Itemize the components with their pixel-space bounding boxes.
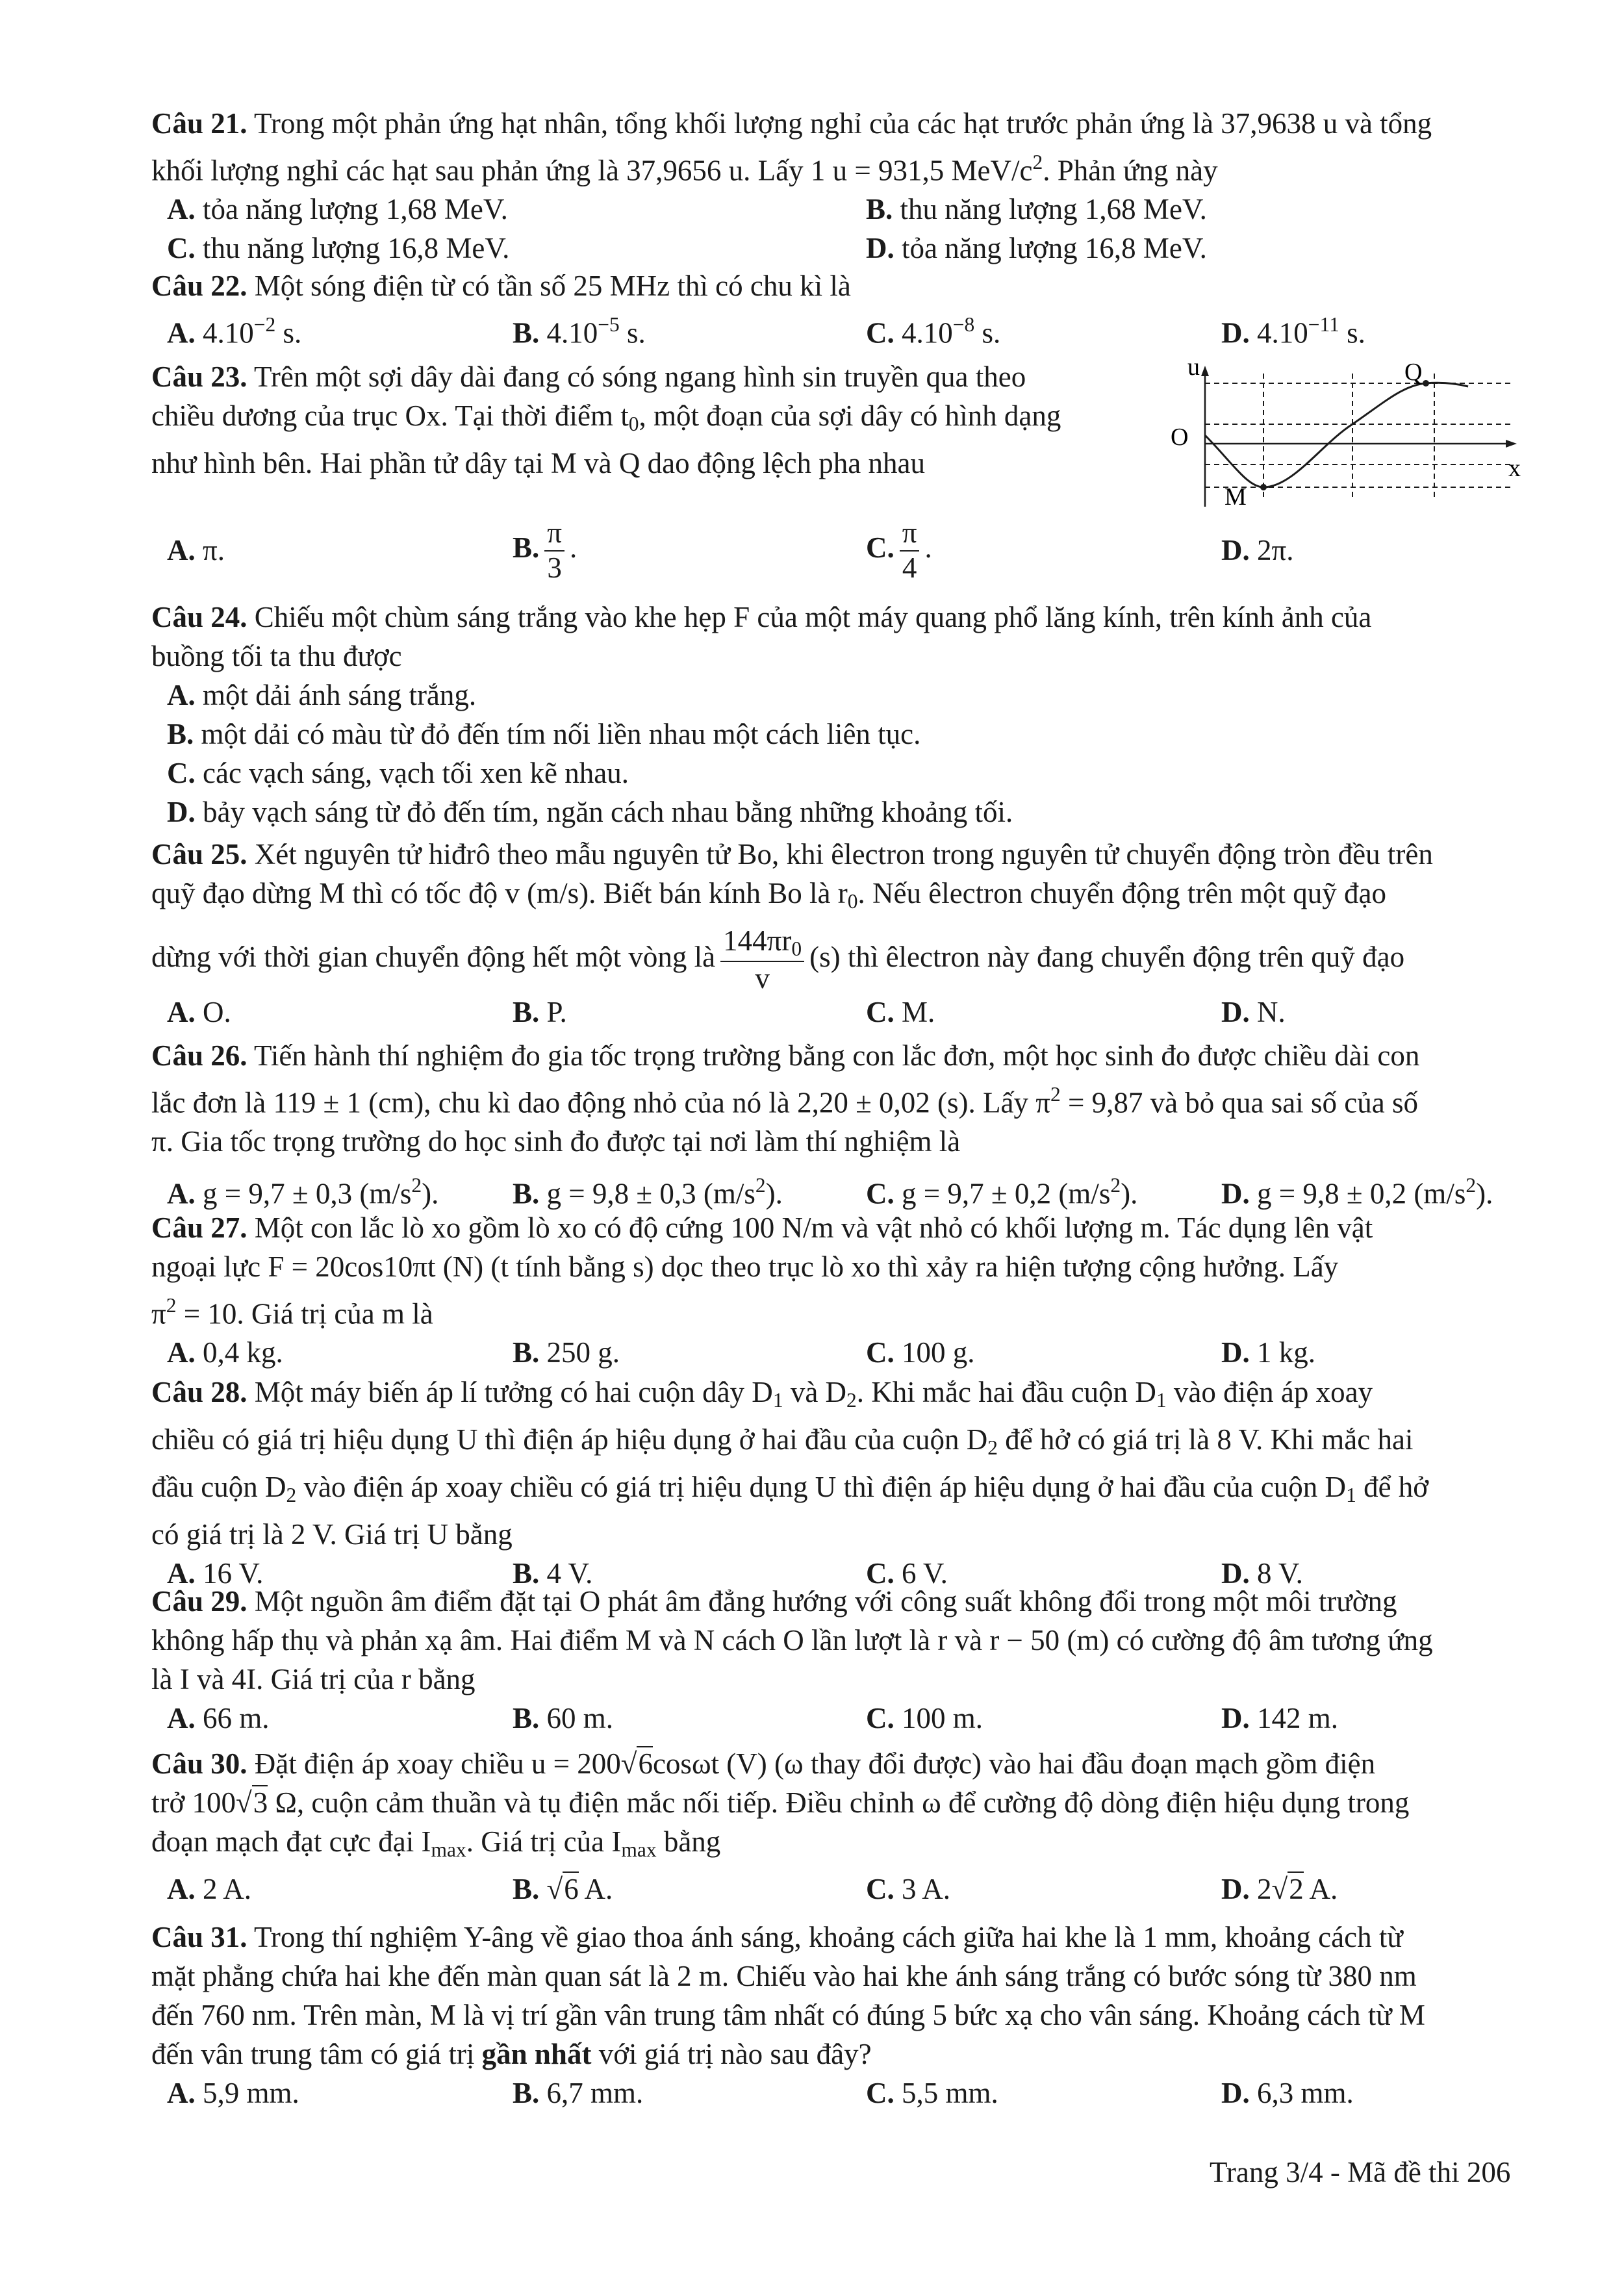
- question-label: Câu 28.: [151, 1376, 247, 1408]
- option-a: A. 2 A.: [167, 1872, 252, 1905]
- option-a: A. g = 9,7 ± 0,3 $(m/s^2)$.: [167, 1174, 439, 1210]
- option-a: A. O.: [167, 995, 231, 1028]
- option-a: A. 5,9 mm.: [167, 2077, 299, 2109]
- option-d: D. 2√2 A.: [1221, 1872, 1338, 1905]
- option-d: D. N.: [1221, 995, 1286, 1028]
- question-label: Câu 24.: [151, 601, 247, 633]
- axis-label-x: x: [1508, 455, 1521, 482]
- option-d: D. 6,3 mm.: [1221, 2077, 1354, 2109]
- option-b: B. $4.10^{-5}$ s.: [513, 313, 646, 349]
- option-a: A. một dải ánh sáng trắng.: [167, 679, 477, 711]
- option-b: B. 250 g.: [513, 1336, 620, 1369]
- option-b: B. 4 V.: [513, 1556, 593, 1590]
- question-label: Câu 26.: [151, 1039, 247, 1072]
- option-c: C. 3 A.: [866, 1872, 951, 1905]
- question-label: Câu 30.: [151, 1747, 247, 1780]
- question-23-options: [151, 516, 1549, 588]
- question-30: Câu 30. Đặt điện áp xoay chiều u = 200√6cosωt (V) (ω thay đổi được) vào hai đầu đoạn mạch gồm điện trở 100√3 Ω, cuộn cảm thuần và tụ điện mắc nối tiếp. Điều chỉnh ω để cường độ dòng điện hiệu dụng trong đoạn mạch đạt cực đại $I_{max}$. Giá trị của $I_{max}$ bằng A. 2 A. B. √6 A. C. 3 A. D. 2√2 A.: [151, 1744, 1549, 1909]
- option-d: D. 2π.: [1221, 534, 1294, 566]
- answer-options: [151, 516, 1549, 588]
- answer-options: [151, 993, 1549, 1032]
- option-c: C. 6 V.: [866, 1556, 948, 1590]
- wave-figure: [1169, 361, 1523, 513]
- question-27: Câu 27. Một con lắc lò xo gồm lò xo có độ cứng 100 N/m và vật nhỏ có khối lượng m. Tác dụng lên vật ngoại lực F = 20cos10πt (N) (t tính bằng s) dọc theo trục lò xo thì xảy ra hiện tượng cộng hưởng. Lấy $\pi^2 = 10$. Giá trị của m là A. 0,4 kg. B. 250 g. C. 100 g. D. 1 kg.: [151, 1208, 1549, 1372]
- question-21: Câu 21. Trong một phản ứng hạt nhân, tổng khối lượng nghỉ của các hạt trước phản ứng là 37,9638 u và tổng khối lượng nghỉ các hạt sau phản ứng là 37,9656 u. Lấy 1 u = 931,5 MeV/$c^2$. Phản ứng này A. tỏa năng lượng 1,68 MeV. B. thu năng lượng 1,68 MeV. C. thu năng lượng 16,8 MeV. D. tỏa năng lượng 16,8 MeV.: [151, 104, 1549, 268]
- question-31: Câu 31. Trong thí nghiệm Y-âng về giao thoa ánh sáng, khoảng cách giữa hai khe là 1 mm, khoảng cách từ mặt phẳng chứa hai khe đến màn quan sát là 2 m. Chiếu vào hai khe ánh sáng trắng có bước sóng từ 380 nm đến 760 nm. Trên màn, M là vị trí gần vân trung tâm nhất có đúng 5 bức xạ cho vân sáng. Khoảng cách từ M đến vân trung tâm có giá trị gần nhất với giá trị nào sau đây? A. 5,9 mm. B. 6,7 mm. C. 5,5 mm. D. 6,3 mm.: [151, 1918, 1549, 2112]
- option-a: A. tỏa năng lượng 1,68 MeV.: [167, 193, 508, 226]
- option-b: B. 6,7 mm.: [513, 2077, 644, 2109]
- option-d: D. 142 m.: [1221, 1702, 1339, 1734]
- option-c: C. $4.10^{-8}$ s.: [866, 313, 1001, 349]
- option-c: C. các vạch sáng, vạch tối xen kẽ nhau.: [167, 757, 629, 789]
- option-c: C. thu năng lượng 16,8 MeV.: [167, 232, 510, 265]
- option-b: B. √6 A.: [513, 1872, 613, 1905]
- option-b: B. 60 m.: [513, 1702, 614, 1734]
- option-b: B. g = 9,8 ± 0,3 $(m/s^2)$.: [513, 1174, 783, 1210]
- question-29: Câu 29. Một nguồn âm điểm đặt tại O phát âm đẳng hướng với công suất không đổi trong một môi trường không hấp thụ và phản xạ âm. Hai điểm M và N cách O lần lượt là r và r − 50 (m) có cường độ âm tương ứng là I và 4I. Giá trị của r bằng A. 66 m. B. 60 m. C. 100 m. D. 142 m.: [151, 1582, 1549, 1738]
- option-a: A. 0,4 kg.: [167, 1336, 283, 1369]
- question-label: Câu 29.: [151, 1585, 247, 1618]
- question-23: Câu 23. Trên một sợi dây dài đang có sóng ngang hình sin truyền qua theo chiều dương của trục Ox. Tại thời điểm $t_0$, một đoạn của sợi dây có hình dạng như hình bên. Hai phần tử dây tại M và Q dao động lệch pha nhau: [151, 361, 1061, 479]
- point-label-q: Q: [1404, 361, 1423, 386]
- grid-lines: [1205, 374, 1510, 500]
- option-c: C. $\frac{\pi}{4}$ .: [866, 516, 932, 584]
- wave-curve: [1205, 383, 1468, 487]
- question-25: Câu 25. Xét nguyên tử hiđrô theo mẫu nguyên tử Bo, khi êlectron trong nguyên tử chuyển động tròn đều trên quỹ đạo dừng M thì có tốc độ v (m/s). Biết bán kính Bo là $r_0$. Nếu êlectron chuyển động trên một quỹ đạo dừng với thời gian chuyển động hết một vòng là $\frac{144\pi r_0}{v}$ (s) thì êlectron này đang chuyển động trên quỹ đạo A. O. B. P. C. M. D. N.: [151, 835, 1549, 1032]
- question-22: Câu 22. Một sóng điện từ có tần số 25 MHz thì có chu kì là A. $4.10^{-2}$ s. B. $4.10^{-5}$ s. C. $4.10^{-8}$ s. D. $4.10^{-11}$ s.: [151, 266, 1549, 344]
- option-a: A. 16 V.: [167, 1556, 264, 1590]
- option-c: C. 100 m.: [866, 1702, 983, 1734]
- question-label: Câu 25.: [151, 838, 247, 870]
- option-d: D. 8 V.: [1221, 1556, 1303, 1590]
- question-label: Câu 22.: [151, 270, 247, 302]
- question-label: Câu 27.: [151, 1212, 247, 1244]
- option-d: D. tỏa năng lượng 16,8 MeV.: [866, 232, 1207, 265]
- option-a: A. $4.10^{-2}$ s.: [167, 313, 302, 349]
- point-label-m: M: [1224, 483, 1247, 511]
- option-d: D. g = 9,8 ± 0,2 $(m/s^2)$.: [1221, 1174, 1493, 1210]
- question-label: Câu 31.: [151, 1921, 247, 1953]
- option-d: D. bảy vạch sáng từ đỏ đến tím, ngăn cách nhau bằng những khoảng tối.: [167, 796, 1013, 828]
- answer-options: [151, 1166, 1549, 1210]
- option-b: B. $\frac{\pi}{3}$ .: [513, 516, 577, 584]
- origin-label: O: [1171, 424, 1189, 451]
- question-label: Câu 21.: [151, 107, 247, 140]
- answer-options: [151, 2074, 1549, 2112]
- option-d: D. 1 kg.: [1221, 1336, 1315, 1369]
- axis-label-u: u: [1187, 361, 1200, 381]
- option-c: C. g = 9,7 ± 0,2 $(m/s^2)$.: [866, 1174, 1138, 1210]
- u-axis-arrow: [1201, 366, 1209, 376]
- question-24: Câu 24. Chiếu một chùm sáng trắng vào khe hẹp F của một máy quang phổ lăng kính, trên kính ảnh của buồng tối ta thu được A. một dải ánh sáng trắng. B. một dải có màu từ đỏ đến tím nối liền nhau một cách liên tục. C. các vạch sáng, vạch tối xen kẽ nhau. D. bảy vạch sáng từ đỏ đến tím, ngăn cách nhau bằng những khoảng tối.: [151, 598, 1549, 831]
- option-d: D. $4.10^{-11}$ s.: [1221, 313, 1365, 349]
- x-axis-arrow: [1506, 440, 1517, 448]
- answer-options: [151, 1699, 1549, 1738]
- answer-options: [151, 190, 1549, 229]
- option-b: B. thu năng lượng 1,68 MeV.: [866, 193, 1207, 226]
- option-b: B. P.: [513, 995, 567, 1028]
- question-28: Câu 28. Một máy biến áp lí tưởng có hai cuộn dây $D_1$ và $D_2$. Khi mắc hai đầu cuộn $D_1$ vào điện áp xoay chiều có giá trị hiệu dụng U thì điện áp hiệu dụng ở hai đầu của cuộn $D_2$ để hở có giá trị là 8 V. Khi mắc hai đầu cuộn $D_2$ vào điện áp xoay chiều có giá trị hiệu dụng U thì điện áp hiệu dụng ở hai đầu của cuộn $D_1$ để hở có giá trị là 2 V. Giá trị U bằng A. 16 V. B. 4 V. C. 6 V. D. 8 V.: [151, 1373, 1549, 1593]
- point-q: [1423, 380, 1429, 387]
- period-fraction: $\frac{144\pi r_0}{v}$: [720, 924, 804, 996]
- answer-options: [151, 1333, 1549, 1372]
- option-c: C. 5,5 mm.: [866, 2077, 998, 2109]
- answer-options: [151, 1870, 1549, 1909]
- option-b: B. một dải có màu từ đỏ đến tím nối liền nhau một cách liên tục.: [167, 718, 921, 750]
- answer-options: [151, 229, 1549, 268]
- option-a: A. π.: [167, 534, 225, 566]
- question-label: Câu 23.: [151, 361, 247, 393]
- option-a: A. 66 m.: [167, 1702, 270, 1734]
- option-c: C. 100 g.: [866, 1336, 975, 1369]
- question-26: Câu 26. Tiến hành thí nghiệm đo gia tốc trọng trường bằng con lắc đơn, một học sinh đo được chiều dài con lắc đơn là 119 ± 1 (cm), chu kì dao động nhỏ của nó là 2,20 ± 0,02 (s). Lấy $\pi^2 = 9,87$ và bỏ qua sai số của số π. Gia tốc trọng trường do học sinh đo được tại nơi làm thí nghiệm là A. g = 9,7 ± 0,3 $(m/s^2)$. B. g = 9,8 ± 0,3 $(m/s^2)$. C. g = 9,7 ± 0,2 $(m/s^2)$. D. g = 9,8 ± 0,2 $(m/s^2)$.: [151, 1036, 1549, 1205]
- option-c: C. M.: [866, 995, 935, 1028]
- point-m: [1260, 484, 1267, 490]
- page-footer: Trang 3/4 - Mã đề thi 206: [1210, 2156, 1511, 2189]
